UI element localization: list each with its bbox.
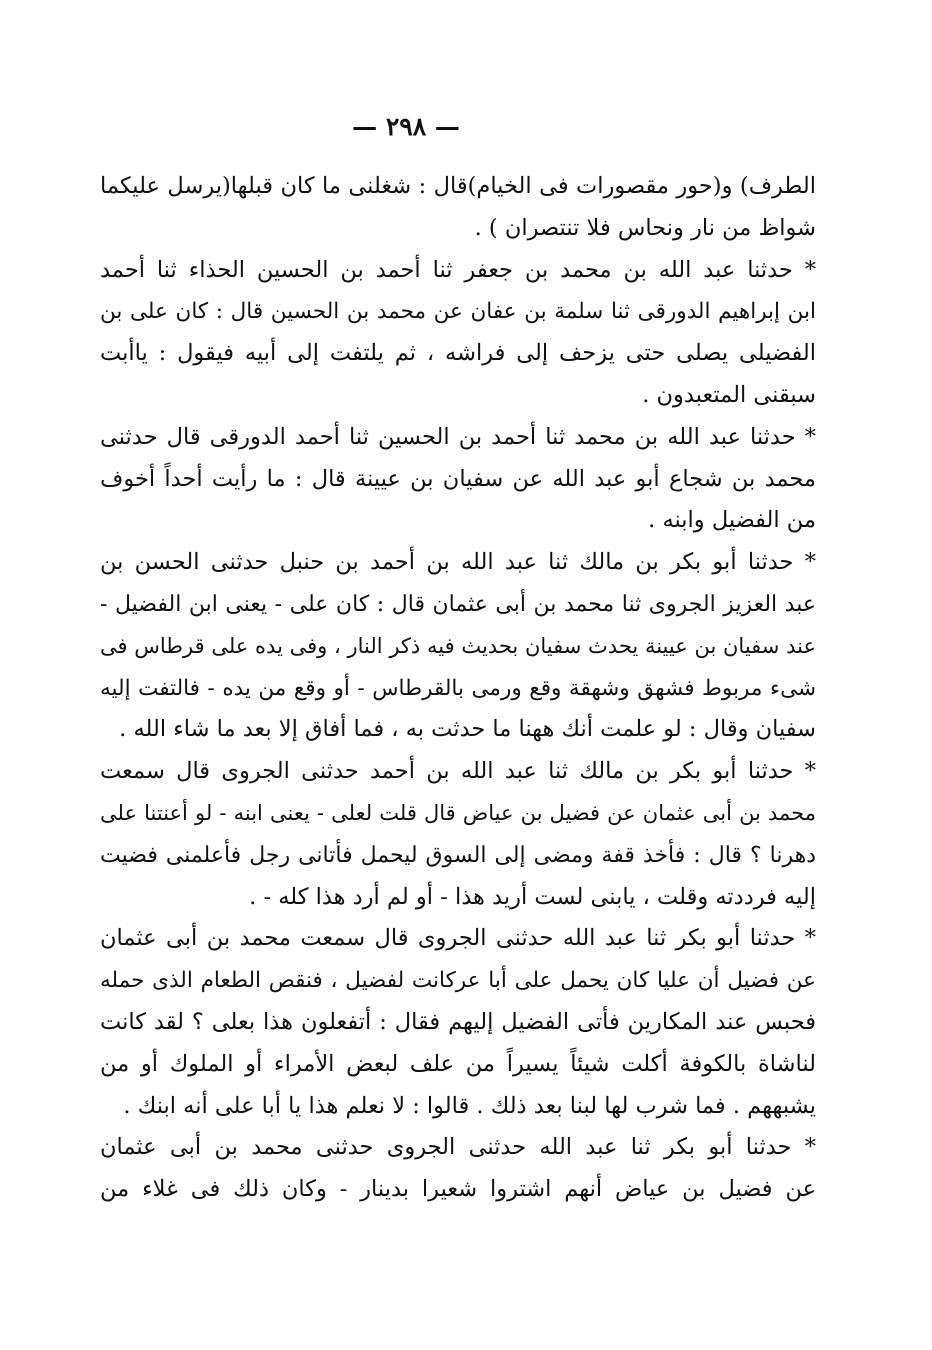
text-line: سفيان وقال : لو علمت أنك ههنا ما حدثت به ، فما أفاق إلا بعد ما شاء الله . (119, 716, 816, 743)
page-number: — ٢٩٨ — (352, 112, 460, 141)
text-line: * حدثنا عبد الله بن محمد بن جعفر ثنا أحمد بن الحسين الحذاء ثنا أحمد (100, 256, 816, 283)
text-line: شواظ من نار ونحاس فلا تنتصران ) . (474, 214, 816, 241)
text-line: من الفضيل وابنه . (648, 507, 816, 534)
text-line: سبقنى المتعبدون . (642, 381, 816, 408)
text-line: دهرنا ؟ قال : فأخذ قفة ومضى إلى السوق ليحمل فأتانى رجل فأعلمنى فضيت (100, 842, 816, 868)
text-line: عبد العزيز الجروى ثنا محمد بن أبى عثمان قال : كان على - يعنى ابن الفضيل - (100, 591, 816, 617)
text-line: * حدثنا أبو بكر بن مالك ثنا عبد الله بن أحمد حدثنى الجروى قال سمعت (100, 758, 816, 785)
text-line: عن فضيل أن عليا كان يحمل على أبا عركانت لفضيل ، فنقص الطعام الذى حمله (100, 968, 816, 994)
text-line: عن فضيل بن عياض أنهم اشتروا شعيرا بدينار - وكان ذلك فى غلاء من (100, 1176, 816, 1203)
text-line: الطرف) و(حور مقصورات فى الخيام)قال : شغلنى ما كان قبلها(يرسل عليكما (100, 173, 816, 199)
text-line: ابن إبراهيم الدورقى ثنا سلمة بن عفان عن محمد بن الحسين قال : كان على بن (100, 299, 816, 325)
text-line: * حدثنا أبو بكر ثنا عبد الله حدثنى الجروى قال سمعت محمد بن أبى عثمان (100, 925, 816, 952)
text-line: محمد بن أبى عثمان عن فضيل بن عياض قال قلت لعلى - يعنى ابنه - لو أعنتنا على (100, 800, 816, 825)
text-line: * حدثنا أبو بكر بن مالك ثنا عبد الله بن أحمد بن حنبل حدثنى الحسن بن (100, 549, 816, 576)
text-line: محمد بن شجاع أبو عبد الله عن سفيان بن عيينة قال : ما رأيت أحداً أخوف (100, 465, 816, 492)
text-line: شىء مربوط فشهق وشهقة وقع ورمى بالقرطاس - أو وقع من يده - فالتفت إليه (100, 675, 816, 701)
text-line: إليه فرددته وقلت ، يابنى لست أريد هذا - أو لم أرد هذا كله - . (249, 883, 816, 910)
text-line: لناشاة بالكوفة أكلت شيئاً يسيراً من علف لبعض الأمراء أو الملوك أو من (100, 1050, 816, 1077)
page-body-text (100, 166, 816, 1211)
text-line: * حدثنا عبد الله بن محمد ثنا أحمد بن الحسين ثنا أحمد الدورقى قال حدثنى (100, 423, 816, 450)
text-line: الفضيلى يصلى حتى يزحف إلى فراشه ، ثم يلتفت إلى أبيه فيقول : ياأبت (100, 340, 816, 367)
text-line: * حدثنا أبو بكر ثنا عبد الله حدثنى الجروى حدثنى محمد بن أبى عثمان (100, 1134, 816, 1161)
text-line: عند سفيان بن عيينة يحدث سفيان بحديث فيه ذكر النار ، وفى يده على قرطاس فى (100, 633, 816, 658)
text-line: يشبههم . فما شرب لها لبنا بعد ذلك . قالوا : لا نعلم هذا يا أبا على أنه ابنك . (123, 1092, 816, 1119)
text-line: فحبس عند المكارين فأتى الفضيل إليهم فقال : أتفعلون هذا بعلى ؟ لقد كانت (100, 1008, 816, 1035)
